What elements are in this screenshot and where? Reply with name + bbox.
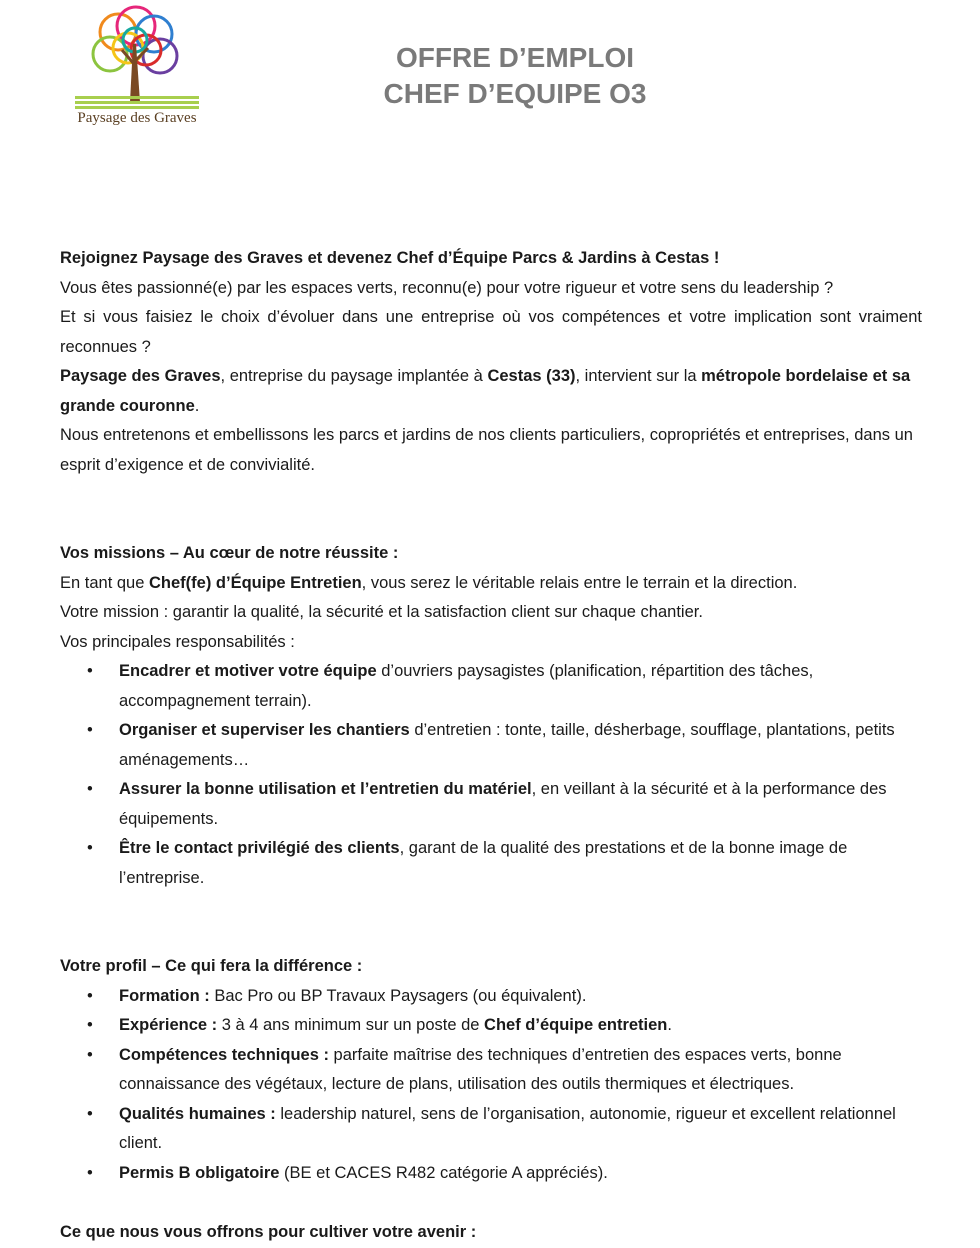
- missions-heading: Vos missions – Au cœur de notre réussite :: [60, 544, 399, 562]
- list-item: • Assurer la bonne utilisation et l’entretien du matériel, en veillant à la sécurité et à la performance des équipements.: [60, 775, 922, 834]
- list-item: • Expérience : 3 à 4 ans minimum sur un poste de Chef d’équipe entretien.: [60, 1011, 922, 1041]
- list-item: • Qualités humaines : leadership naturel, sens de l’organisation, autonomie, rigueur et excellent relationnel client.: [60, 1100, 922, 1159]
- intro-paragraph-4: Nous entretenons et embellissons les parcs et jardins de nos clients particuliers, copropriétés et entreprises, dans un esprit d’exigence et de convivialité.: [60, 426, 913, 474]
- company-logo: [70, 2, 204, 132]
- intro-heading: Rejoignez Paysage des Graves et devenez Chef d’Équipe Parcs & Jardins à Cestas !: [60, 249, 720, 267]
- offer-heading: Ce que nous vous offrons pour cultiver votre avenir :: [60, 1222, 477, 1241]
- title-line-1: OFFRE D’EMPLOI: [396, 42, 634, 73]
- profile-heading: Votre profil – Ce qui fera la différence :: [60, 957, 363, 975]
- list-item: • Organiser et superviser les chantiers d’entretien : tonte, taille, désherbage, soufflage, plantations, petits aménagements…: [60, 716, 922, 775]
- job-offer-body: [60, 244, 922, 1247]
- tree-logo-icon: [70, 2, 204, 112]
- missions-paragraph-2: Votre mission : garantir la qualité, la sécurité et la satisfaction client sur chaque chantier.: [60, 603, 703, 621]
- intro-paragraph-2: Et si vous faisiez le choix d’évoluer dans une entreprise où vos compétences et votre implication sont vraiment reconnues ?: [60, 308, 922, 356]
- list-item: • Être le contact privilégié des clients, garant de la qualité des prestations et de la bonne image de l’entreprise.: [60, 834, 922, 893]
- missions-list: [60, 657, 922, 893]
- list-item: • Compétences techniques : parfaite maîtrise des techniques d’entretien des espaces verts, bonne connaissance des végétaux, lecture de plans, utilisation des outils thermiques et électriques.: [60, 1041, 922, 1100]
- intro-paragraph-1: Vous êtes passionné(e) par les espaces verts, reconnu(e) pour votre rigueur et votre sens du leadership ?: [60, 278, 834, 297]
- page-title: [300, 40, 730, 112]
- list-item: • Encadrer et motiver votre équipe d’ouvriers paysagistes (planification, répartition des tâches, accompagnement terrain).: [60, 657, 922, 716]
- title-line-2: CHEF D’EQUIPE O3: [383, 78, 647, 109]
- logo-wordmark: Paysage des Graves: [77, 110, 197, 126]
- missions-paragraph-3: Vos principales responsabilités :: [60, 632, 295, 651]
- missions-paragraph-1: En tant que Chef(fe) d’Équipe Entretien, vous serez le véritable relais entre le terrain et la direction.: [60, 573, 798, 592]
- list-item: • Permis B obligatoire (BE et CACES R482 catégorie A appréciés).: [60, 1159, 922, 1189]
- intro-paragraph-3: Paysage des Graves, entreprise du paysage implantée à Cestas (33), intervient sur la métropole bordelaise et sa grande couronne.: [60, 367, 911, 415]
- profile-list: [60, 982, 922, 1189]
- list-item: • Formation : Bac Pro ou BP Travaux Paysagers (ou équivalent).: [60, 982, 922, 1012]
